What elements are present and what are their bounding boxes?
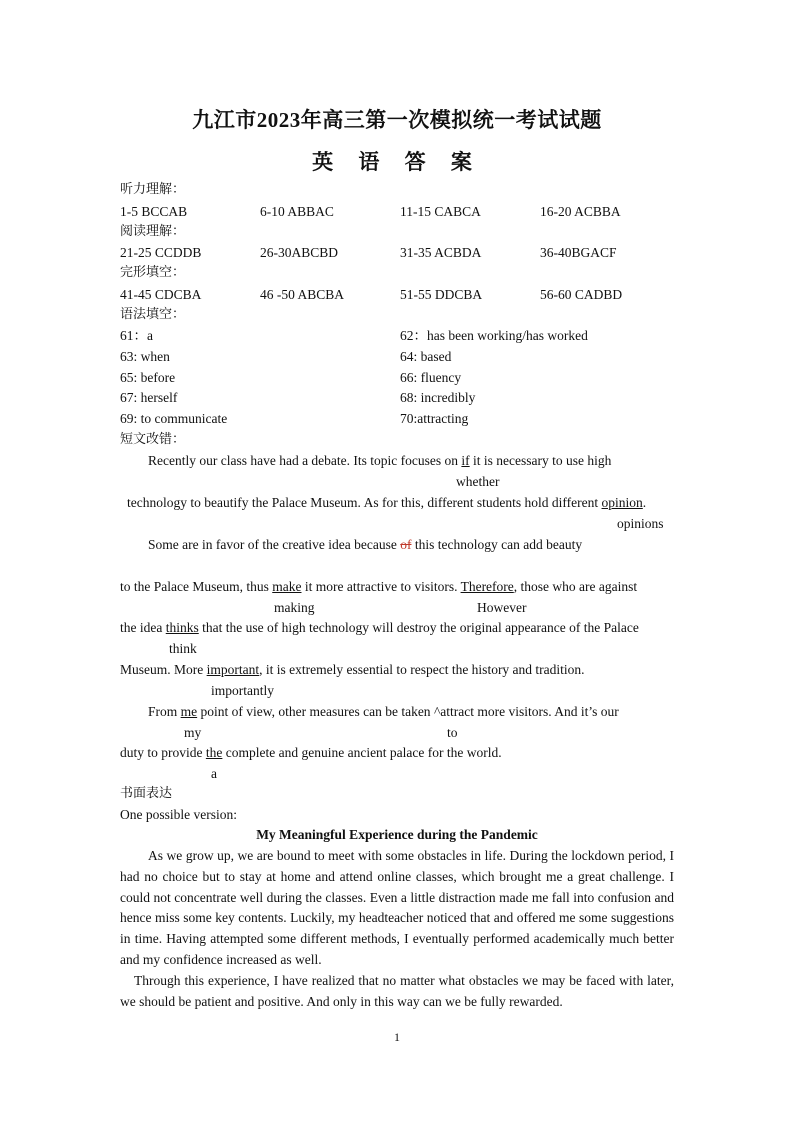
correction-fix: making — [274, 600, 315, 615]
correction-line-8 — [120, 745, 502, 761]
section-cloze: 完形填空： — [120, 265, 186, 280]
correction-fix: a — [211, 766, 217, 781]
correction-fix: whether — [456, 474, 500, 489]
correction-text: complete and genuine ancient palace for the world. — [222, 745, 502, 760]
answer-36-40: 36-40BGACF — [540, 245, 617, 260]
correction-line-2 — [127, 495, 646, 511]
correction-text: point of view, other measures can be taken — [197, 704, 434, 719]
page-title: 九江市2023年高三第一次模拟统一考试试题 — [192, 108, 602, 132]
grammar-67: 67: herself — [120, 390, 178, 405]
correction-text: this technology can add beauty — [411, 537, 583, 552]
correction-error: opinion — [601, 495, 643, 510]
page-subtitle: 英 语 答 案 — [312, 150, 482, 174]
answer-26-30: 26-30ABCBD — [260, 245, 339, 260]
correction-text: , those who are against — [513, 579, 638, 594]
grammar-63: 63: when — [120, 349, 170, 364]
correction-text: Museum. More — [120, 662, 207, 677]
correction-text: that the use of high technology will destroy the original appearance of the Palace — [198, 620, 639, 635]
essay-paragraph-2: Through this experience, I have realized that no matter what obstacles we may be faced with later, we should be patient and positive. And only in this way can we be fully rewarded. — [120, 973, 674, 1009]
correction-text: to the Palace Museum, thus — [120, 579, 273, 594]
essay-title: My Meaningful Experience during the Pandemic — [256, 827, 538, 842]
correction-text: technology to beautify the Palace Museum. As for this, different students hold different — [127, 495, 602, 510]
correction-text: the idea — [120, 620, 166, 635]
answer-46-50: 46 -50 ABCBA — [260, 287, 345, 302]
correction-text: , it is extremely essential to respect the history and tradition. — [259, 662, 585, 677]
correction-line-3 — [148, 537, 582, 553]
grammar-62: 62：has been working/has worked — [400, 328, 588, 343]
correction-fix: think — [169, 641, 197, 656]
grammar-64: 64: based — [400, 349, 452, 364]
correction-error: important — [206, 662, 260, 677]
correction-error: me — [180, 704, 198, 719]
section-grammar: 语法填空： — [120, 307, 186, 322]
correction-text: Recently our class have had a debate. Its topic focuses on — [148, 453, 462, 468]
grammar-68: 68: incredibly — [400, 390, 476, 405]
correction-text: . — [642, 495, 647, 510]
section-correction: 短文改错： — [120, 432, 186, 447]
grammar-65: 65: before — [120, 370, 176, 385]
correction-text: attract more visitors. And it’s our — [440, 704, 619, 719]
essay-paragraph-1: As we grow up, we are bound to meet with some obstacles in life. During the lockdown period, I had no choice but to stay at home and attend online classes, which brought me a great challenge. I could not concentrate well during the classes. Even a little distraction made me fall into confusion and hence miss some key contents. Luckily, my headteacher noticed that and offered me some suggestions in time. Having attempted some different methods, I eventually performed academically much better and my confidence increased as well. — [120, 848, 674, 967]
grammar-66: 66: fluency — [400, 370, 462, 385]
correction-line-4 — [120, 579, 637, 595]
section-reading: 阅读理解： — [120, 224, 186, 239]
answer-21-25: 21-25 CCDDB — [120, 245, 202, 260]
answer-56-60: 56-60 CADBD — [540, 287, 623, 302]
correction-fix: my — [184, 725, 202, 740]
correction-fix: opinions — [617, 516, 664, 531]
answer-6-10: 6-10 ABBAC — [260, 204, 334, 219]
correction-fix: importantly — [211, 683, 274, 698]
correction-text: Some are in favor of the creative idea because — [148, 537, 401, 552]
correction-error: Therefore — [460, 579, 514, 594]
answer-1-5: 1-5 BCCAB — [120, 204, 188, 219]
correction-error: thinks — [165, 620, 199, 635]
grammar-61: 61：a — [120, 328, 153, 343]
correction-text: From — [148, 704, 181, 719]
correction-text: it more attractive to visitors. — [301, 579, 461, 594]
correction-fix: However — [477, 600, 527, 615]
answer-11-15: 11-15 CABCA — [400, 204, 481, 219]
correction-fix: to — [447, 725, 458, 740]
correction-error: make — [272, 579, 302, 594]
answer-16-20: 16-20 ACBBA — [540, 204, 621, 219]
insertion-caret: ^ — [433, 704, 441, 719]
correction-line-7 — [148, 704, 619, 720]
correction-text: duty to provide — [120, 745, 206, 760]
grammar-69: 69: to communicate — [120, 411, 228, 426]
grammar-70: 70:attracting — [400, 411, 469, 426]
answer-51-55: 51-55 DDCBA — [400, 287, 483, 302]
correction-line-5 — [120, 620, 639, 636]
correction-error: the — [205, 745, 223, 760]
page-number: 1 — [394, 1030, 400, 1044]
section-writing: 书面表达 — [120, 786, 173, 801]
answer-31-35: 31-35 ACBDA — [400, 245, 482, 260]
correction-text: it is necessary to use high — [469, 453, 612, 468]
writing-intro: One possible version: — [120, 807, 237, 822]
correction-line-6 — [120, 662, 585, 678]
correction-line-1 — [148, 453, 611, 469]
answer-41-45: 41-45 CDCBA — [120, 287, 202, 302]
correction-error: if — [461, 453, 470, 468]
section-listening: 听力理解： — [120, 182, 186, 197]
correction-deletion: of — [400, 537, 412, 552]
